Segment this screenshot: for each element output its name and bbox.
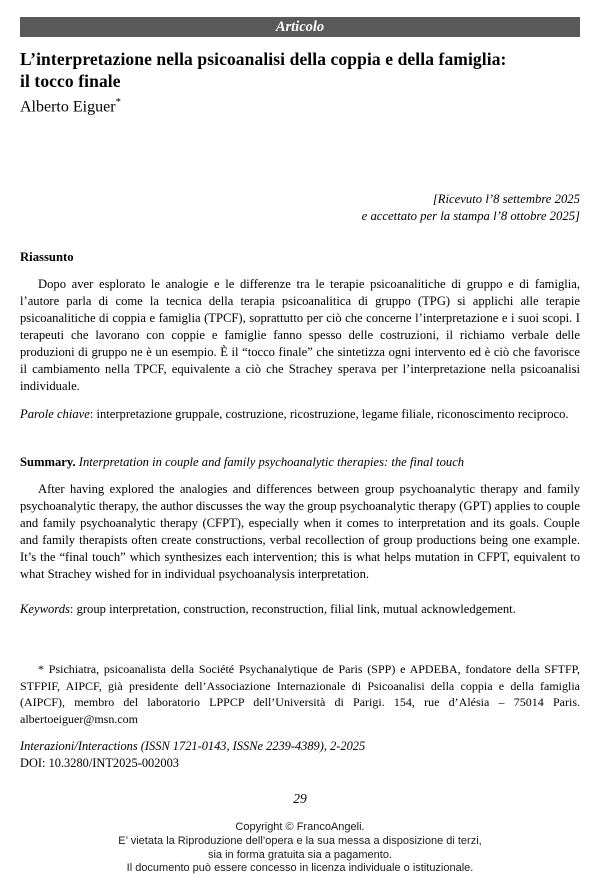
summary-subtitle: Interpretation in couple and family psychoanalytic therapies: the final touch <box>75 455 465 469</box>
accepted-date-line: e accettato per la stampa l’8 ottobre 2025] <box>361 209 580 223</box>
keywords-en-label: Keywords <box>20 602 70 616</box>
footer-license-line: Il documento può essere concesso in licenza individuale o istituzionale. <box>126 862 474 875</box>
article-type-banner: Articolo <box>20 17 580 37</box>
author-name-text: Alberto Eiguer <box>20 98 116 116</box>
summary-label: Summary. <box>20 455 76 469</box>
keywords-it-label: Parole chiave <box>20 407 90 421</box>
copyright-footer <box>20 821 580 876</box>
author-footnote <box>20 661 580 727</box>
keywords-en <box>20 601 580 618</box>
received-accepted-dates <box>20 191 580 225</box>
journal-info <box>20 738 580 772</box>
journal-doi-line: DOI: 10.3280/INT2025-002003 <box>20 756 179 770</box>
abstract-en-body: After having explored the analogies and differences between group psychoanalytic therapy and family psychoanalytic therapy, the author discusses the way the group psychoanalytic therapy (GPT) applies to couple and family psychoanalytic therapy (CFPT), especially when it comes to interpretation and its goals. Couple and family therapists often create constructions, verbal recollection of group productions being one example. It’s the “final touch” which synthesizes each intervention; this is what helps mutation in CFPT, equivalent to what Strachey wished for in individual psychoanalysis interpretation. <box>20 482 580 581</box>
author-footnote-mark: * <box>115 96 122 108</box>
abstract-it-heading: Riassunto <box>20 250 74 264</box>
footnote-text: Psichiatra, psicoanalista della Société Psychanalytique de Paris (SPP) e APDEBA, fondatore della SFTFP, STFPIF, AIPCF, già presidente dell’Associazione Internazionale di Psicoanalisi della coppia e della famiglia (AIPCF), membro del laboratorio LPPCP dell’Università di Parigi. 154, rue d’Alésia – 75014 Paris. albertoeiguer@msn.com <box>20 662 580 726</box>
footer-form-line: sia in forma gratuita sia a pagamento. <box>207 848 393 861</box>
author-name <box>20 92 580 118</box>
keywords-it-list: : interpretazione gruppale, costruzione, ricostruzione, legame filiale, riconoscimento reciproco. <box>89 407 569 421</box>
article-title-line-2: il tocco finale <box>20 70 121 91</box>
footer-prohibition-line: E’ vietata la Riproduzione dell’opera e la sua messa a disposizione di terzi, <box>118 834 482 847</box>
page-number: 29 <box>293 791 307 806</box>
received-date-line: [Ricevuto l’8 settembre 2025 <box>432 192 580 206</box>
journal-issn-line: Interazioni/Interactions (ISSN 1721-0143, ISSNe 2239-4389), 2-2025 <box>20 739 366 753</box>
keywords-it <box>20 406 580 423</box>
keywords-en-list: : group interpretation, construction, reconstruction, filial link, mutual acknowledgement. <box>69 602 516 616</box>
abstract-en-heading <box>20 454 580 471</box>
footnote-asterisk: * <box>38 662 44 676</box>
article-title-line-1: L’interpretazione nella psicoanalisi della coppia e della famiglia: <box>20 49 507 69</box>
title-block <box>20 49 580 118</box>
abstract-it-body: Dopo aver esplorato le analogie e le differenze tra le terapie psicoanalitiche di gruppo e di famiglia, l’autore parla di come la tecnica della terapia psicoanalitica di gruppo (TPG) si applichi alle terapie psicoanalitiche di coppia e famiglia (TPCF), soprattutto per ciò che concerne l’interpretazione e i suoi scopi. I terapeuti che lavorano con coppie e famiglie fanno spesso delle costruzioni, il richiamo verbale delle produzioni di gruppo ne è un esempio. È il “tocco finale” che sintetizza ogni intervento ed è ciò che favorisce il cambiamento nella TPCF, equivalente a ciò che Strachey sperava per l’interpretazione nella psicoanalisi individuale. <box>20 277 580 393</box>
footer-copyright-line: Copyright © FrancoAngeli. <box>235 821 365 833</box>
